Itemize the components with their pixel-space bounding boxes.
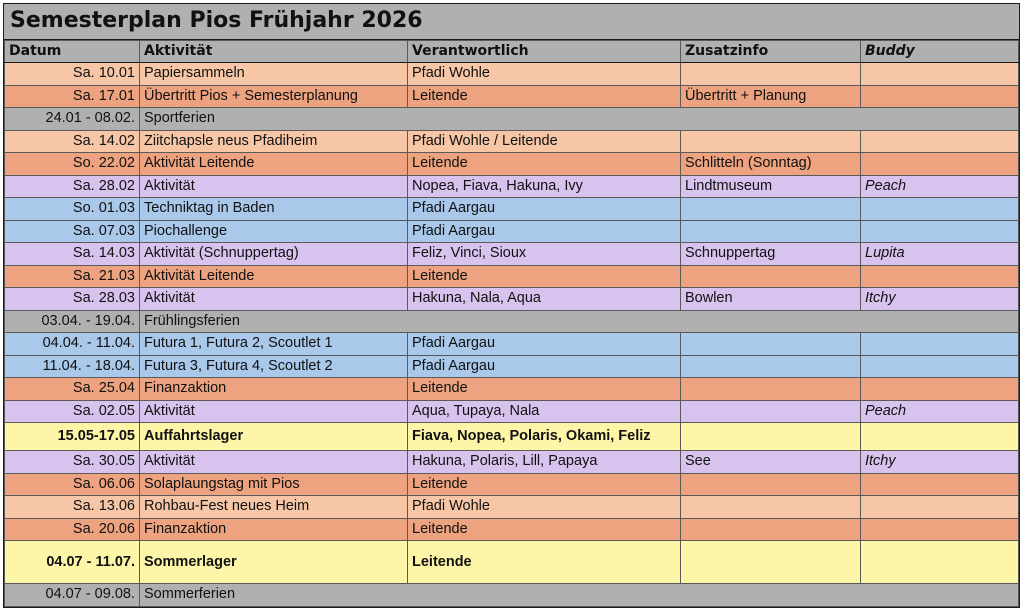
cell-buddy xyxy=(861,496,1019,519)
cell-info xyxy=(681,130,861,153)
cell-activity: Sportferien xyxy=(140,108,1019,131)
cell-responsible: Hakuna, Nala, Aqua xyxy=(408,288,681,311)
cell-info xyxy=(681,220,861,243)
cell-responsible: Pfadi Aargau xyxy=(408,220,681,243)
header-buddy: Buddy xyxy=(861,41,1019,63)
schedule-body xyxy=(5,63,1019,607)
cell-activity: Aktivität (Schnuppertag) xyxy=(140,243,408,266)
cell-buddy xyxy=(861,85,1019,108)
table-row xyxy=(5,63,1019,86)
cell-responsible: Leitende xyxy=(408,378,681,401)
cell-buddy xyxy=(861,423,1019,451)
cell-date: 24.01 - 08.02. xyxy=(5,108,140,131)
cell-activity: Aktivität Leitende xyxy=(140,153,408,176)
cell-responsible: Leitende xyxy=(408,541,681,584)
table-row xyxy=(5,333,1019,356)
cell-activity: Papiersammeln xyxy=(140,63,408,86)
cell-buddy xyxy=(861,473,1019,496)
cell-responsible: Pfadi Aargau xyxy=(408,198,681,221)
cell-responsible: Leitende xyxy=(408,473,681,496)
cell-info xyxy=(681,541,861,584)
cell-buddy xyxy=(861,333,1019,356)
table-row xyxy=(5,153,1019,176)
cell-buddy xyxy=(861,153,1019,176)
cell-buddy xyxy=(861,265,1019,288)
cell-activity: Aktivität Leitende xyxy=(140,265,408,288)
cell-buddy xyxy=(861,63,1019,86)
cell-responsible: Pfadi Wohle xyxy=(408,496,681,519)
cell-responsible: Leitende xyxy=(408,153,681,176)
cell-info xyxy=(681,423,861,451)
table-row xyxy=(5,108,1019,131)
cell-date: 04.07 - 11.07. xyxy=(5,541,140,584)
cell-activity: Aktivität xyxy=(140,175,408,198)
cell-buddy xyxy=(861,355,1019,378)
cell-activity: Futura 1, Futura 2, Scoutlet 1 xyxy=(140,333,408,356)
cell-info: Lindtmuseum xyxy=(681,175,861,198)
cell-buddy xyxy=(861,130,1019,153)
cell-activity: Futura 3, Futura 4, Scoutlet 2 xyxy=(140,355,408,378)
cell-responsible: Pfadi Wohle xyxy=(408,63,681,86)
cell-info xyxy=(681,333,861,356)
cell-date: Sa. 28.03 xyxy=(5,288,140,311)
cell-date: Sa. 07.03 xyxy=(5,220,140,243)
cell-buddy: Peach xyxy=(861,400,1019,423)
cell-activity: Finanzaktion xyxy=(140,378,408,401)
cell-date: Sa. 30.05 xyxy=(5,451,140,474)
cell-activity: Frühlingsferien xyxy=(140,310,1019,333)
cell-buddy xyxy=(861,198,1019,221)
cell-date: 11.04. - 18.04. xyxy=(5,355,140,378)
cell-activity: Auffahrtslager xyxy=(140,423,408,451)
cell-info xyxy=(681,63,861,86)
cell-date: Sa. 14.02 xyxy=(5,130,140,153)
table-row xyxy=(5,130,1019,153)
header-zusatzinfo: Zusatzinfo xyxy=(681,41,861,63)
cell-buddy: Lupita xyxy=(861,243,1019,266)
cell-activity: Sommerferien xyxy=(140,584,1019,607)
cell-info xyxy=(681,378,861,401)
table-row xyxy=(5,378,1019,401)
cell-info xyxy=(681,400,861,423)
cell-responsible: Nopea, Fiava, Hakuna, Ivy xyxy=(408,175,681,198)
cell-date: 15.05-17.05 xyxy=(5,423,140,451)
cell-activity: Rohbau-Fest neues Heim xyxy=(140,496,408,519)
cell-info xyxy=(681,518,861,541)
cell-responsible: Pfadi Aargau xyxy=(408,333,681,356)
cell-date: Sa. 21.03 xyxy=(5,265,140,288)
table-row xyxy=(5,400,1019,423)
cell-info xyxy=(681,265,861,288)
cell-responsible: Leitende xyxy=(408,85,681,108)
cell-date: 04.04. - 11.04. xyxy=(5,333,140,356)
cell-info: Schnuppertag xyxy=(681,243,861,266)
header-verantwortlich: Verantwortlich xyxy=(408,41,681,63)
cell-responsible: Pfadi Aargau xyxy=(408,355,681,378)
cell-responsible: Leitende xyxy=(408,518,681,541)
cell-buddy: Peach xyxy=(861,175,1019,198)
cell-date: Sa. 06.06 xyxy=(5,473,140,496)
cell-info: See xyxy=(681,451,861,474)
cell-info xyxy=(681,198,861,221)
cell-buddy xyxy=(861,518,1019,541)
cell-responsible: Feliz, Vinci, Sioux xyxy=(408,243,681,266)
cell-date: Sa. 10.01 xyxy=(5,63,140,86)
cell-responsible: Leitende xyxy=(408,265,681,288)
table-row xyxy=(5,355,1019,378)
cell-activity: Aktivität xyxy=(140,288,408,311)
header-row xyxy=(5,41,1019,63)
cell-date: 03.04. - 19.04. xyxy=(5,310,140,333)
cell-date: So. 01.03 xyxy=(5,198,140,221)
cell-date: Sa. 28.02 xyxy=(5,175,140,198)
table-row xyxy=(5,541,1019,584)
table-row xyxy=(5,451,1019,474)
cell-date: Sa. 17.01 xyxy=(5,85,140,108)
semesterplan-sheet xyxy=(3,3,1020,608)
cell-info xyxy=(681,496,861,519)
cell-info: Schlitteln (Sonntag) xyxy=(681,153,861,176)
cell-activity: Techniktag in Baden xyxy=(140,198,408,221)
sheet-title: Semesterplan Pios Frühjahr 2026 xyxy=(4,4,1019,40)
table-row xyxy=(5,85,1019,108)
cell-responsible: Aqua, Tupaya, Nala xyxy=(408,400,681,423)
cell-activity: Finanzaktion xyxy=(140,518,408,541)
cell-date: 04.07 - 09.08. xyxy=(5,584,140,607)
cell-responsible: Hakuna, Polaris, Lill, Papaya xyxy=(408,451,681,474)
cell-buddy xyxy=(861,220,1019,243)
cell-activity: Aktivität xyxy=(140,451,408,474)
table-row xyxy=(5,243,1019,266)
cell-date: So. 22.02 xyxy=(5,153,140,176)
cell-responsible: Fiava, Nopea, Polaris, Okami, Feliz xyxy=(408,423,681,451)
cell-buddy xyxy=(861,541,1019,584)
schedule-table xyxy=(4,40,1019,607)
cell-date: Sa. 02.05 xyxy=(5,400,140,423)
table-row xyxy=(5,288,1019,311)
cell-info xyxy=(681,355,861,378)
table-row xyxy=(5,473,1019,496)
cell-date: Sa. 25.04 xyxy=(5,378,140,401)
cell-date: Sa. 20.06 xyxy=(5,518,140,541)
cell-activity: Solaplaungstag mit Pios xyxy=(140,473,408,496)
table-row xyxy=(5,518,1019,541)
table-row xyxy=(5,220,1019,243)
header-datum: Datum xyxy=(5,41,140,63)
cell-activity: Sommerlager xyxy=(140,541,408,584)
header-aktivitaet: Aktivität xyxy=(140,41,408,63)
table-row xyxy=(5,423,1019,451)
cell-buddy: Itchy xyxy=(861,451,1019,474)
cell-info: Übertritt + Planung xyxy=(681,85,861,108)
cell-activity: Aktivität xyxy=(140,400,408,423)
cell-responsible: Pfadi Wohle / Leitende xyxy=(408,130,681,153)
cell-info: Bowlen xyxy=(681,288,861,311)
cell-info xyxy=(681,473,861,496)
cell-activity: Übertritt Pios + Semesterplanung xyxy=(140,85,408,108)
table-row xyxy=(5,198,1019,221)
cell-date: Sa. 13.06 xyxy=(5,496,140,519)
table-row xyxy=(5,175,1019,198)
table-row xyxy=(5,310,1019,333)
cell-date: Sa. 14.03 xyxy=(5,243,140,266)
cell-buddy xyxy=(861,378,1019,401)
cell-buddy: Itchy xyxy=(861,288,1019,311)
cell-activity: Ziitchapsle neus Pfadiheim xyxy=(140,130,408,153)
table-row xyxy=(5,265,1019,288)
cell-activity: Piochallenge xyxy=(140,220,408,243)
table-row xyxy=(5,584,1019,607)
table-row xyxy=(5,496,1019,519)
